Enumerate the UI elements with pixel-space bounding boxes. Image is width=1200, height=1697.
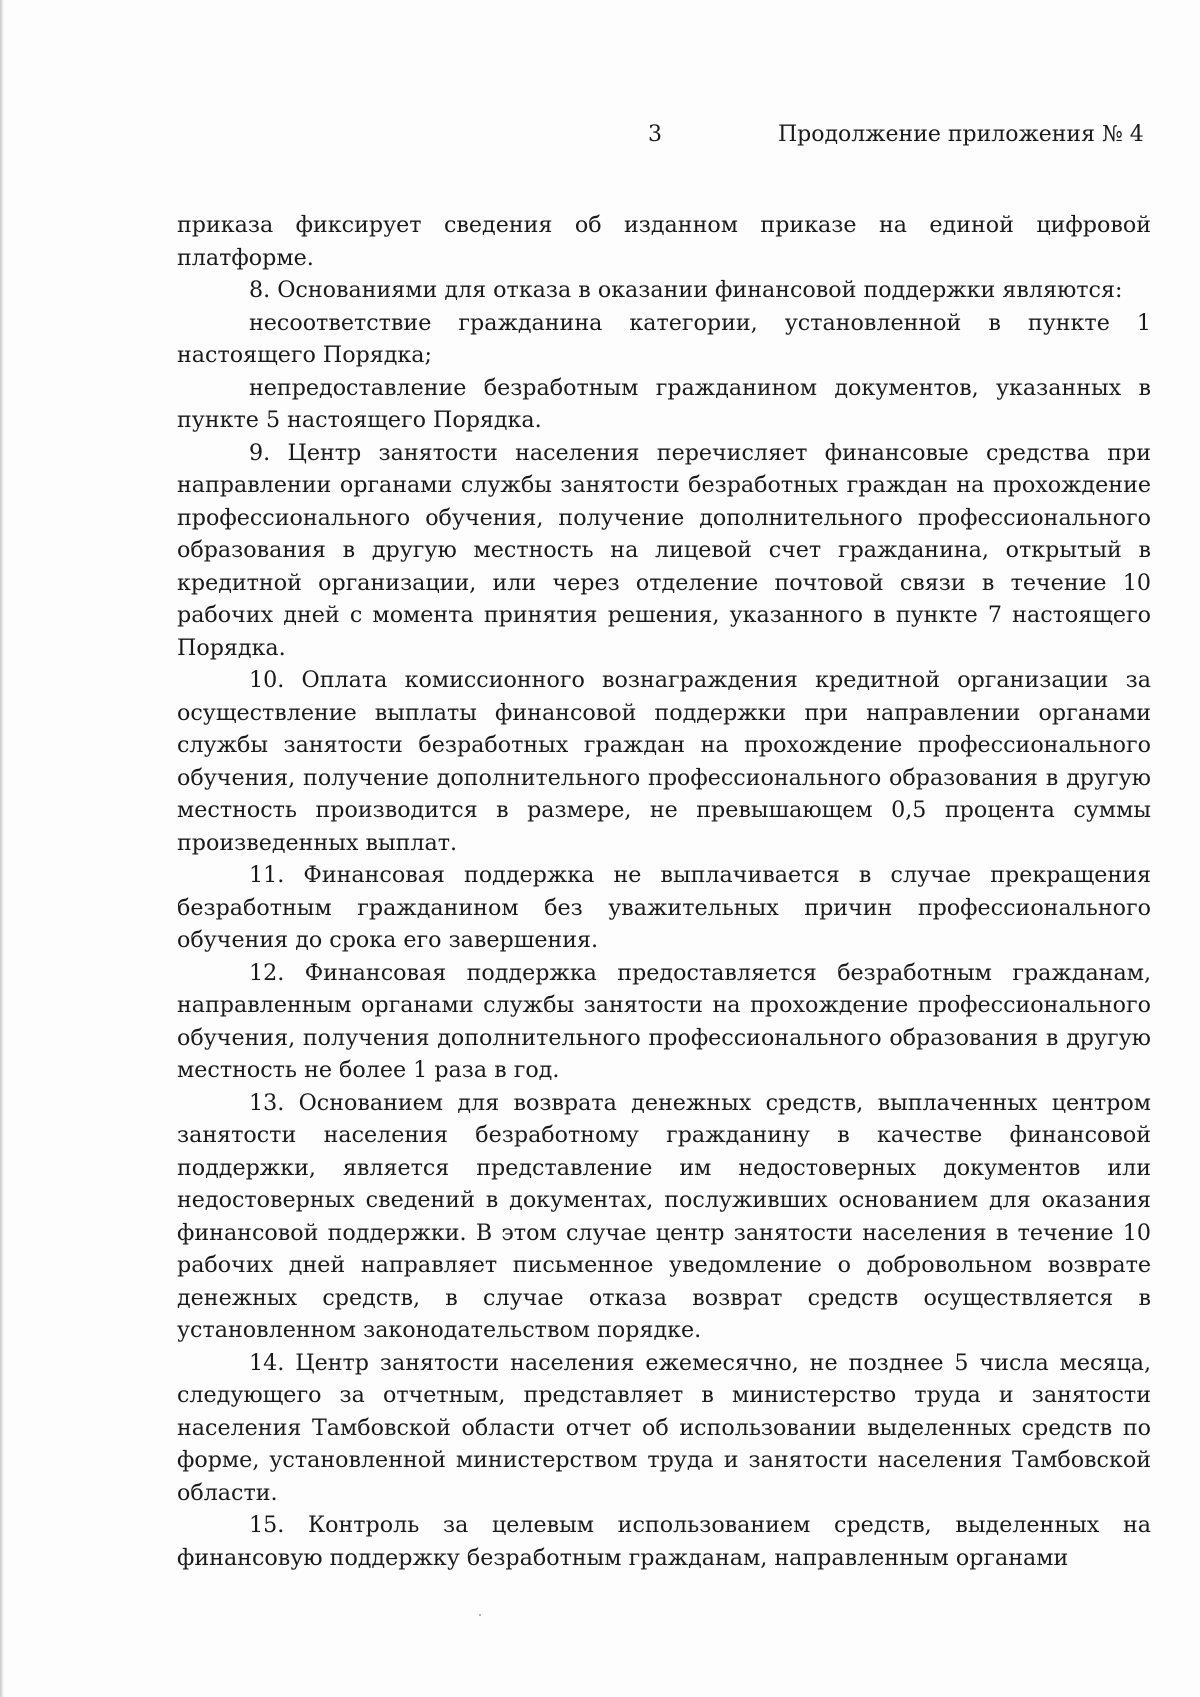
- paragraph-8-item-1: несоответствие гражданина категории, установленной в пункте 1 настоящего Порядка;: [177, 309, 1151, 368]
- paragraph-8: 8. Основаниями для отказа в оказании финансовой поддержки являются:: [249, 277, 1123, 303]
- appendix-continuation-note: Продолжение приложения № 4: [778, 122, 1144, 147]
- paragraph-11: 11. Финансовая поддержка не выплачивается в случае прекращения безработным гражданином без уважительных причин профессионального обучения до срока его завершения.: [177, 862, 1151, 953]
- paragraph-continuation: приказа фиксирует сведения об изданном приказе на единой цифровой платформе.: [177, 212, 1151, 271]
- paragraph-8-item-2: непредоставление безработным гражданином документов, указанных в пункте 5 настоящего Порядка.: [177, 374, 1151, 433]
- paragraph-10: 10. Оплата комиссионного вознаграждения кредитной организации за осуществление выплаты финансовой поддержки при направлении органами службы занятости безработных граждан на прохождение профессионального обучения, получение дополнительного профессионального образования в другую местность производится в размере, не превышающем 0,5 процента суммы произведенных выплат.: [177, 667, 1151, 856]
- paragraph-15: 15. Контроль за целевым использованием средств, выделенных на финансовую поддержку безработным гражданам, направленным органами: [177, 1512, 1151, 1571]
- scan-speck: [479, 1614, 481, 1616]
- scan-edge-shadow: [0, 0, 4, 1697]
- paragraph-12: 12. Финансовая поддержка предоставляется безработным гражданам, направленным органами службы занятости на прохождение профессионального обучения, получения дополнительного профессионального образования в другую местность не более 1 раза в год.: [177, 959, 1151, 1083]
- paragraph-9: 9. Центр занятости населения перечисляет финансовые средства при направлении органами службы занятости безработных граждан на прохождение профессионального обучения, получение дополнительного профессионального образования в другую местность на лицевой счет гражданина, открытый в кредитной организации, или через отделение почтовой связи в течение 10 рабочих дней с момента принятия решения, указанного в пункте 7 настоящего Порядка.: [177, 439, 1151, 661]
- document-body: [177, 209, 1151, 1574]
- paragraph-14: 14. Центр занятости населения ежемесячно, не позднее 5 числа месяца, следующего за отчетным, представляет в министерство труда и занятости населения Тамбовской области отчет об использовании выделенных средств по форме, установленной министерством труда и занятости населения Тамбовской области.: [177, 1349, 1151, 1506]
- page-number: 3: [648, 122, 662, 147]
- paragraph-13: 13. Основанием для возврата денежных средств, выплаченных центром занятости населения безработному гражданину в качестве финансовой поддержки, является представление им недостоверных документов или недостоверных сведений в документах, послуживших основанием для оказания финансовой поддержки. В этом случае центр занятости населения в течение 10 рабочих дней направляет письменное уведомление о добровольном возврате денежных средств, в случае отказа возврат средств осуществляется в установленном законодательством порядке.: [177, 1089, 1151, 1343]
